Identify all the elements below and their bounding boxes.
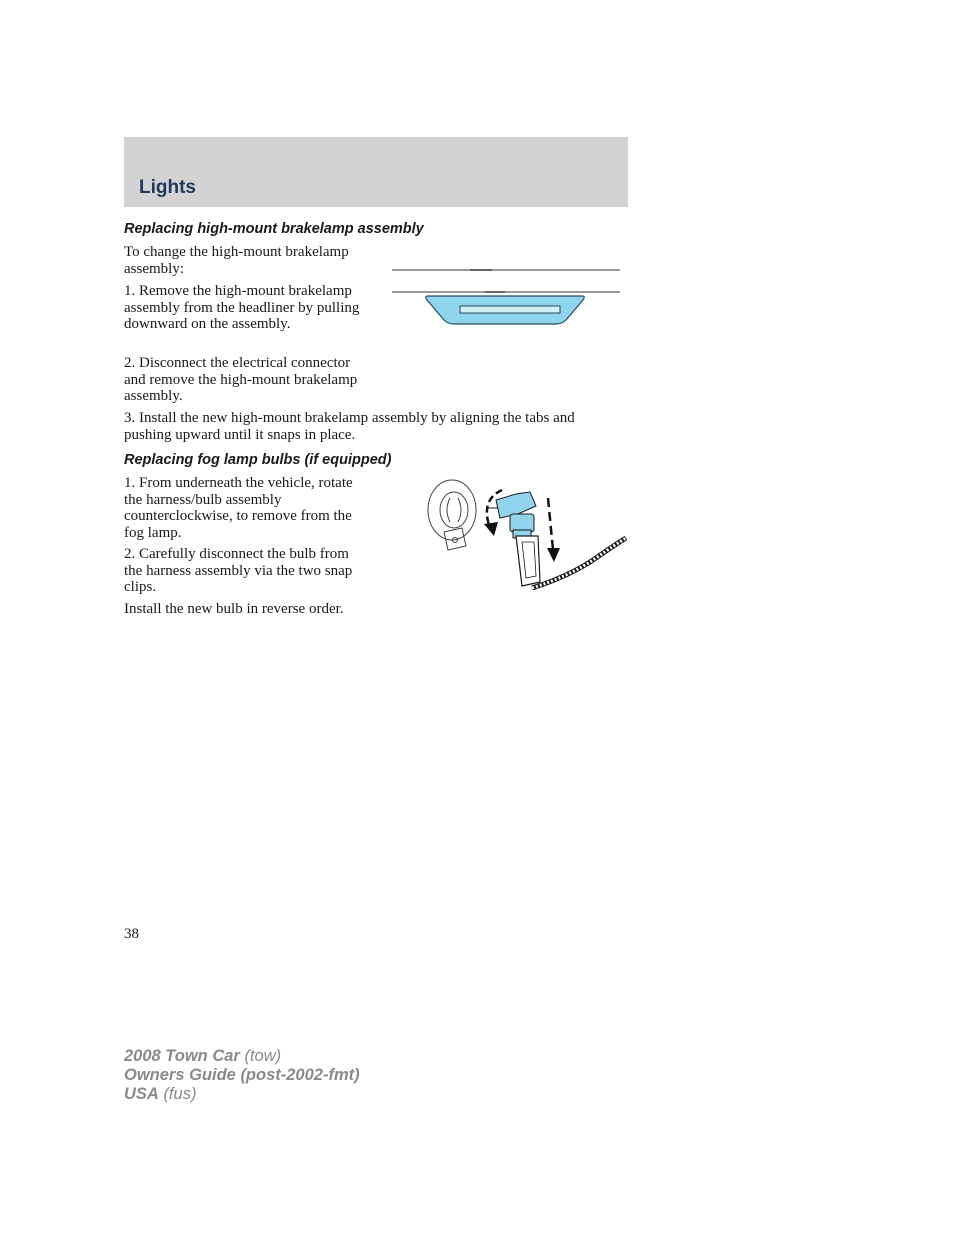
brakelamp-illustration xyxy=(390,262,622,328)
footer-line-2 xyxy=(124,1066,360,1085)
section-heading-brakelamp: Replacing high-mount brakelamp assembly xyxy=(124,221,424,237)
footer-model: 2008 Town Car xyxy=(124,1047,240,1065)
brakelamp-step-3: 3. Install the new high-mount brakelamp assembly by aligning the tabs and pushing upward until it snaps in place. xyxy=(124,410,575,443)
section-heading-fog-lamp: Replacing fog lamp bulbs (if equipped) xyxy=(124,452,392,468)
page-number: 38 xyxy=(124,926,139,942)
fog-lamp-step-1: 1. From underneath the vehicle, rotate the harness/bulb assembly counterclockwise, to remove from the fog lamp. xyxy=(124,475,353,541)
fog-lamp-illustration xyxy=(420,472,630,600)
brakelamp-intro: To change the high-mount brakelamp assembly: xyxy=(124,244,349,277)
footer xyxy=(124,1047,360,1104)
footer-line-3 xyxy=(124,1085,360,1104)
brakelamp-step-1: 1. Remove the high-mount brakelamp assembly from the headliner by pulling downward on the assembly. xyxy=(124,283,360,332)
footer-guide: Owners Guide (post-2002-fmt) xyxy=(124,1066,360,1084)
brakelamp-step-2: 2. Disconnect the electrical connector and remove the high-mount brakelamp assembly. xyxy=(124,355,358,404)
fog-lamp-step-2: 2. Carefully disconnect the bulb from the harness assembly via the two snap clips. xyxy=(124,546,353,595)
header-band xyxy=(124,137,628,207)
footer-market-code: (fus) xyxy=(163,1085,197,1103)
footer-model-code: (tow) xyxy=(244,1047,282,1065)
footer-line-1 xyxy=(124,1047,360,1066)
fog-lamp-step-3: Install the new bulb in reverse order. xyxy=(124,601,344,617)
page-title: Lights xyxy=(139,177,196,198)
footer-market: USA xyxy=(124,1085,159,1103)
